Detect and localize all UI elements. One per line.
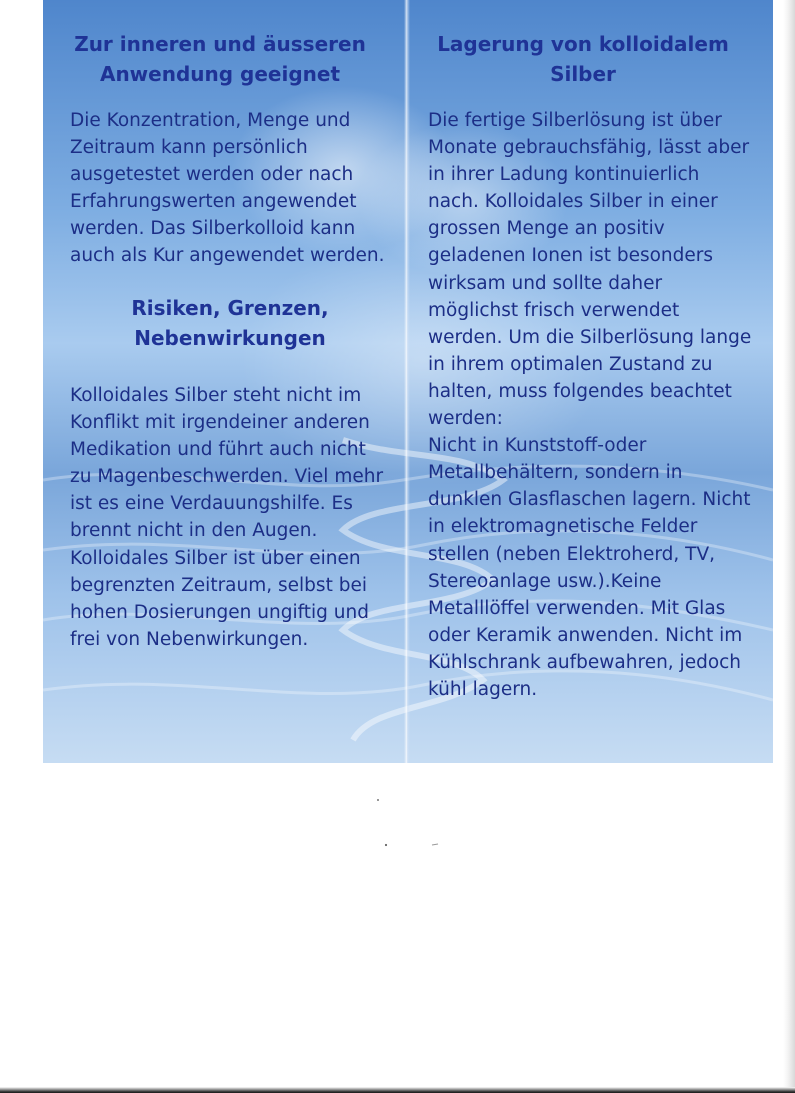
paragraph-risks: Kolloidales Silber steht nicht im Konflikt mit irgendeiner anderen Medikation und führt auch nicht zu Magenbeschwerden. Viel mehr ist es eine Verdauungshilfe. Es brennt nicht in den Augen. Kolloidales Silber ist über einen begrenzten Zeitraum, selbst bei hohen Dosierungen ungiftig und frei von Nebenwirkungen.	[70, 385, 384, 650]
heading-application: Zur inneren und äusseren Anwendung geeignet	[74, 32, 366, 86]
scan-specks	[370, 790, 460, 860]
scan-edge-right	[783, 0, 795, 1093]
heading-storage: Lagerung von kolloidalem Silber	[437, 32, 729, 86]
heading-risks: Risiken, Grenzen, Nebenwirkungen	[131, 296, 329, 350]
flyer-panel	[43, 0, 773, 763]
paragraph-application: Die Konzentration, Menge und Zeitraum kann persönlich ausgetestet werden oder nach Erfahrungswerten angewendet werden. Das Silberkolloid kann auch als Kur angewendet werden.	[70, 110, 385, 267]
fold-line	[404, 0, 410, 763]
scan-edge-bottom	[0, 1087, 795, 1093]
paragraph-storage: Die fertige Silberlösung ist über Monate gebrauchsfähig, lässt aber in ihrer Ladung kontinuierlich nach. Kolloidales Silber in einer grossen Menge an positiv geladenen Ionen ist besonders wirksam und sollte daher möglichst frisch verwendet werden. Um die Silberlösung lange in ihrem optimalen Zustand zu halten, muss folgendes beachtet werden: Nicht in Kunststoff-oder Metallbehältern, sondern in dunklen Glasflaschen lagern. Nicht in elektromagnetische Felder stellen (neben Elektroherd, TV, Stereoanlage usw.).Keine Metalllöffel verwenden. Mit Glas oder Keramik anwenden. Nicht im Kühlschrank aufbewahren, jedoch kühl lagern.	[428, 110, 752, 700]
